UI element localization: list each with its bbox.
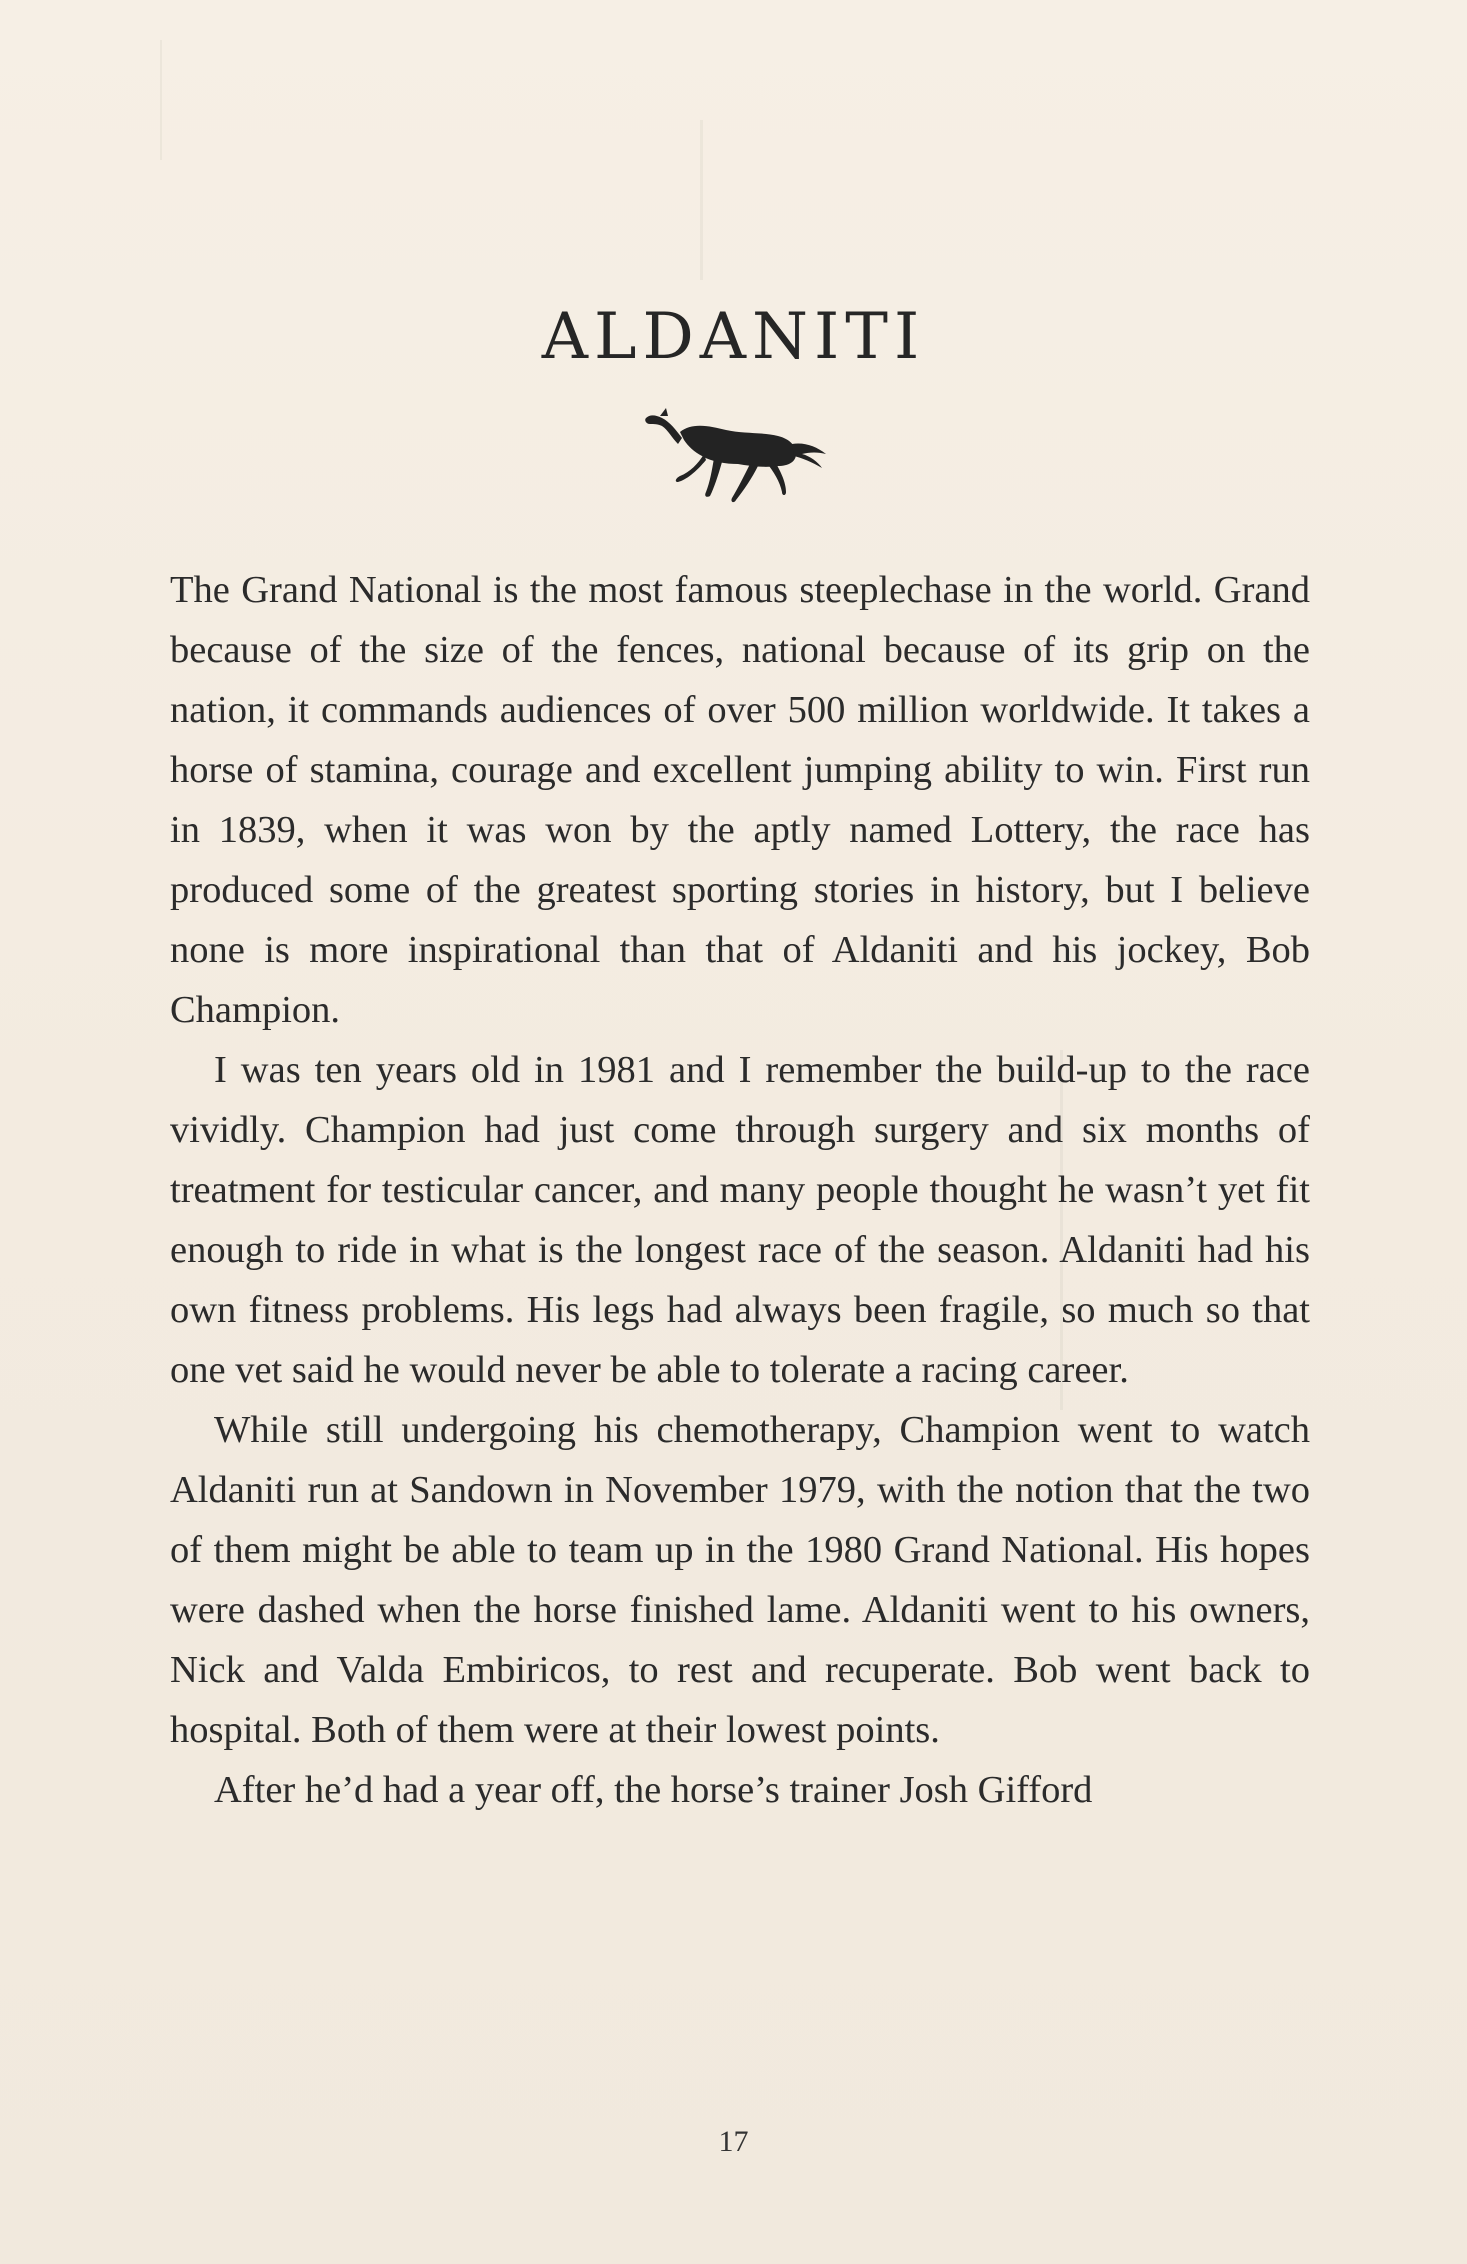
- paragraph: While still undergoing his chemotherapy, Champion went to watch Aldaniti run at Sandown in November 1979, with the notion that the two of them might be able to team up in the 1980 Grand National. His hopes were dashed when the horse finished lame. Aldaniti went to his owners, Nick and Valda Embiricos, to rest and recuperate. Bob went back to hospital. Both of them were at their lowest points.: [170, 1409, 1310, 1751]
- galloping-horse-icon: [640, 392, 830, 507]
- show-through-line: [160, 40, 162, 160]
- show-through-line: [700, 120, 703, 280]
- paragraph: The Grand National is the most famous steeplechase in the world. Grand because of the size of the fences, national because of its grip on the nation, it commands audiences of over 500 million worldwide. It takes a horse of stamina, courage and excellent jumping ability to win. First run in 1839, when it was won by the aptly named Lottery, the race has produced some of the greatest sporting stories in history, but I believe none is more inspirational than that of Aldaniti and his jockey, Bob Champion.: [170, 569, 1310, 1031]
- chapter-body: [170, 560, 1310, 1820]
- page-number: 17: [718, 2125, 749, 2158]
- paragraph: After he’d had a year off, the horse’s trainer Josh Gifford: [214, 1769, 1093, 1811]
- chapter-title: ALDANITI: [541, 300, 926, 374]
- paragraph: I was ten years old in 1981 and I remember the build-up to the race vividly. Champion had just come through surgery and six months of treatment for testicular cancer, and many people thought he wasn’t yet fit enough to ride in what is the longest race of the season. Aldaniti had his own fitness problems. His legs had always been fragile, so much so that one vet said he would never be able to tolerate a racing career.: [170, 1049, 1310, 1391]
